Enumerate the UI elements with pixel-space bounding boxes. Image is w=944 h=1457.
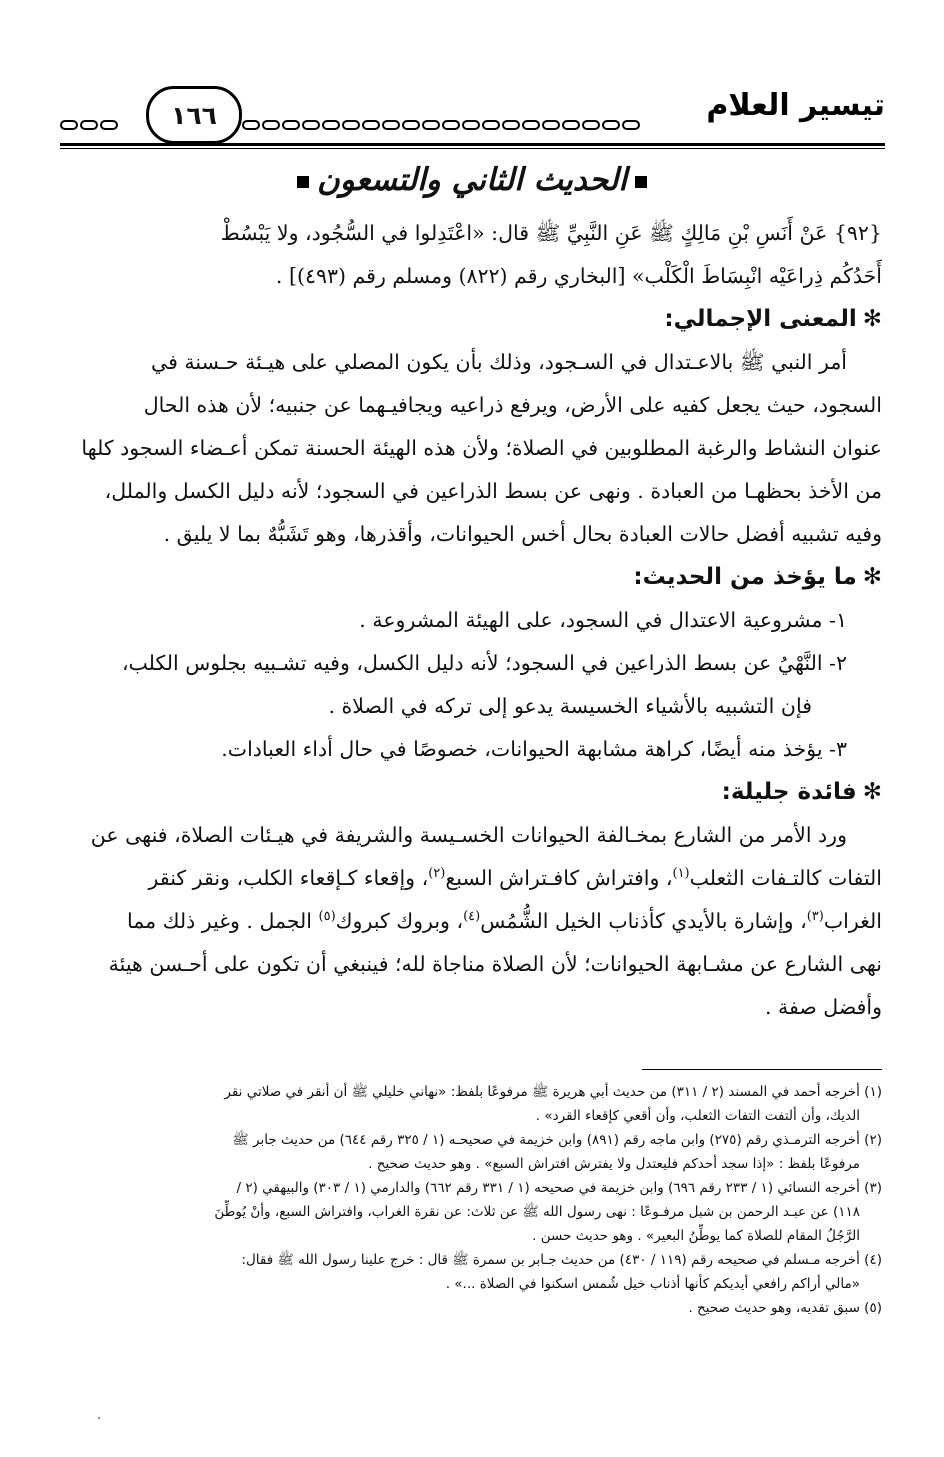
paragraph-line: عنوان النشاط والرغبة المطلوبين في الصلاة؛ ولأن هذه الهيئة الحسنة تمكن أعـضاء السجود كلها bbox=[81, 436, 882, 460]
asterisk-icon: ✻ bbox=[862, 564, 882, 590]
paragraph-line: ورد الأمر من الشارع بمخـالفة الحيوانات الخسـيسة والشريفة في هيـئات الصلاة، فنهى عن bbox=[90, 823, 847, 847]
footnote-ref[interactable]: (٤) bbox=[463, 909, 481, 925]
square-bullet-icon bbox=[297, 176, 309, 188]
asterisk-icon: ✻ bbox=[862, 779, 882, 805]
footnote-line: مرفوعًا بلفظ : «إذا سجد أحدكم فليعتدل ولا يفترش افتراش السبع» . وهو حديث صحيح . bbox=[368, 1156, 860, 1172]
scan-speck bbox=[98, 1417, 100, 1419]
footnotes bbox=[60, 1080, 882, 1320]
square-bullet-icon bbox=[635, 176, 647, 188]
footnote-line: (٤) أخرجه مـسلم في صحيحه رقم (١١٩ / ٤٣٠) من حديث جـابر بن سمرة ﷺ قال : خرج علينا رسول الله ﷺ فقال: bbox=[241, 1252, 882, 1268]
paragraph-line: الغراب$^{(٣)}$، وإشارة بالأيدي كأذناب الخيل الشُّمُس$^{(٤)}$، وبروك كبروك$^{(٥)}$ الجمل . وغير ذلك مما bbox=[127, 909, 882, 933]
paragraph-line: التفات كالتـفات الثعلب$^{(١)}$، وافتراش كافـتراش السبع$^{(٢)}$، وإقعاء كـإقعاء الكلب، ونقر كنقر bbox=[148, 866, 882, 890]
paragraph-line: من الأخذ بحظهـا من العبادة . ونهى عن بسط الذراعين في السجود؛ لأنه دليل الكسل والملل، bbox=[104, 479, 882, 503]
book-title: تيسير العلام bbox=[706, 88, 885, 123]
paragraph-line: وأفضل صفة . bbox=[764, 995, 882, 1019]
section-heading-benefit: ✻فائدة جليلة: bbox=[721, 779, 882, 805]
paragraph-line: أمر النبي ﷺ بالاعـتدال في السـجود، وذلك بأن يكون المصلي على هيـئة حـسنة في bbox=[151, 350, 847, 374]
header-rule bbox=[60, 143, 885, 146]
footnote-ref[interactable]: (١) bbox=[672, 866, 690, 882]
header-ornament-small bbox=[60, 120, 118, 132]
hadith-line: أَحَدُكُم ذِراعَيْه انْبِسَاطَ الْكَلْب» [البخاري رقم (٨٢٢) ومسلم رقم (٤٩٣)] . bbox=[275, 264, 882, 288]
header-ornament bbox=[242, 120, 640, 132]
lesson-item: ٢- النَّهْيُ عن بسط الذراعين في السجود؛ لأنه دليل الكسل، وفيه تشـبيه بجلوس الكلب، bbox=[121, 651, 847, 675]
page-number: ١٦٦ bbox=[146, 86, 242, 144]
page-header bbox=[60, 86, 885, 158]
section-heading-general-meaning: ✻المعنى الإجمالي: bbox=[664, 306, 882, 332]
footnote-ref[interactable]: (٣) bbox=[806, 909, 824, 925]
footnote-line: (٢) أخرجه الترمـذي رقم (٢٧٥) وابن ماجه رقم (٨٩١) وابن خزيمة في صحيحـه (١ / ٣٢٥ رقم ٦٤٤) من حديث جابر ﷺ bbox=[232, 1132, 882, 1148]
hadith-line: {٩٢} عَنْ أَنَسِ بْنِ مَالِكٍ ﷺ عَنِ النَّبِيِّ ﷺ قال: «اعْتَدِلوا في السُّجُود، ولا يَبْسُطْ bbox=[220, 221, 882, 245]
paragraph-line: وفيه تشبيه أفضل حالات العبادة بحال أخس الحيوانات، وأقذرها، وهو تَشَبُّهٌ بما لا يليق . bbox=[163, 522, 882, 546]
footnote-line: «مالي أراكم رافعي أيديكم كأنها أذناب خيل شُمس اسكنوا في الصلاة ...» . bbox=[445, 1276, 860, 1292]
footnote-ref[interactable]: (٢) bbox=[428, 866, 446, 882]
section-heading-lessons: ✻ما يؤخذ من الحديث: bbox=[633, 564, 882, 590]
lesson-item-continuation: فإن التشبيه بالأشياء الخسيسة يدعو إلى تركه في الصلاة . bbox=[328, 694, 812, 718]
hadith-title bbox=[0, 162, 944, 198]
paragraph-line: نهى الشارع عن مشـابهة الحيوانات؛ لأن الصلاة مناجاة لله؛ فينبغي أن تكون على أحـسن هيئة bbox=[108, 952, 882, 976]
header-rule-thin bbox=[60, 148, 885, 149]
footnote-line: (١) أخرجه أحمد في المسند (٢ / ٣١١) من حديث أبي هريرة ﷺ مرفوعًا بلفظ: «نهاني خليلي ﷺ أن أنقر في صلاتي نقر bbox=[224, 1084, 882, 1100]
footnote-line: الديك، وأن ألتفت التفات الثعلب، وأن أقعي كإقعاء القرد» . bbox=[535, 1108, 860, 1124]
asterisk-icon: ✻ bbox=[862, 306, 882, 332]
footnote-separator bbox=[642, 1069, 882, 1070]
footnote-line: الرَّجُلُ المقام للصلاة كما يوطِّنُ البعير» . وهو حديث حسن . bbox=[532, 1228, 860, 1244]
lesson-item: ٣- يؤخذ منه أيضًا، كراهة مشابهة الحيوانات، خصوصًا في حال أداء العبادات. bbox=[221, 737, 847, 761]
footnote-ref[interactable]: (٥) bbox=[318, 909, 336, 925]
footnote-line: (٥) سبق تقديه، وهو حديث صحيح . bbox=[688, 1300, 882, 1316]
hadith-title-text: الحديث الثاني والتسعون bbox=[316, 162, 628, 198]
hadith-text bbox=[60, 212, 882, 1029]
footnote-line: ١١٨) عن عبـد الرحمن بن شبل مرفـوعًا : نهى رسول الله ﷺ عن ثلاث: عن نقرة الغراب، وافتراش السبع، وأنْ يُوطِّنَ bbox=[214, 1204, 860, 1220]
footnote-line: (٣) أخرجه النسائي (١ / ٢٣٣ رقم ٦٩٦) وابن خزيمة في صحيحه (١ / ٣٣١ رقم ٦٦٢) والدارمي (١ / ٣٠٣) والبيهقي (٢ / bbox=[236, 1180, 882, 1196]
lesson-item: ١- مشروعية الاعتدال في السجود، على الهيئة المشروعة . bbox=[359, 608, 847, 632]
paragraph-line: السجود، حيث يجعل كفيه على الأرض، ويرفع ذراعيه ويجافيـهما عن جنبيه؛ لأن هذه الحال bbox=[143, 393, 882, 417]
